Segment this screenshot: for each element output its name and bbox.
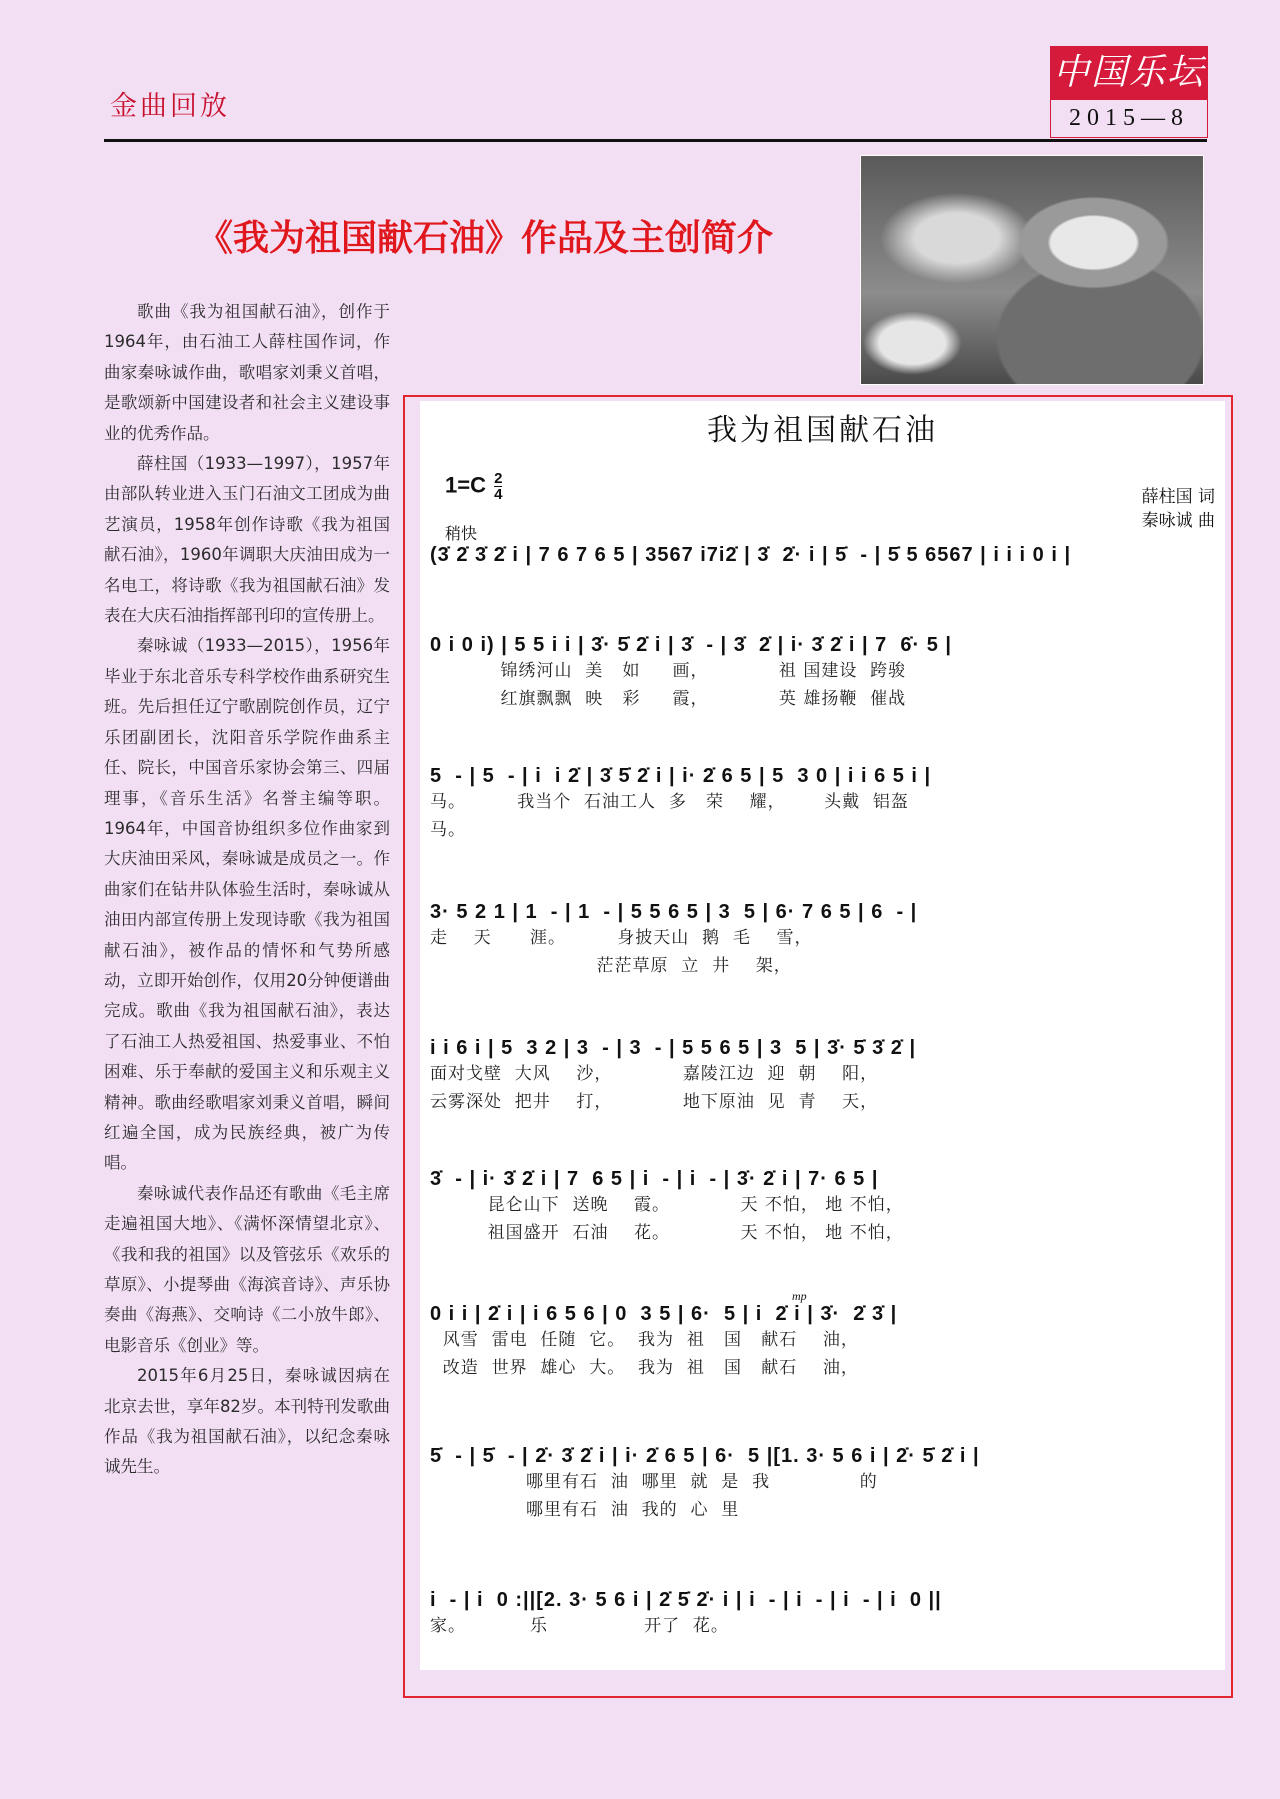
lyric-verse-2: 马。	[430, 820, 466, 840]
score-system	[430, 1445, 1215, 1524]
paragraph: 歌曲《我为祖国献石油》，创作于1964年，由石油工人薛柱国作词，作曲家秦咏诚作曲，歌唱家刘秉义首唱，是歌颂新中国建设者和社会主义建设事业的优秀作品。	[104, 302, 390, 443]
sheet-music	[420, 401, 1225, 1670]
score-system	[430, 901, 1215, 980]
paragraph: 秦咏诚（1933—2015），1956年毕业于东北音乐专科学校作曲系研究生班。先后担任辽宁歌剧院创作员，辽宁乐团副团长，沈阳音乐学院作曲系主任、院长，中国音乐家协会第三、四届理事，《音乐生活》名誉主编等职。1964年，中国音协组织多位作曲家到大庆油田采风，秦咏诚是成员之一。作曲家们在钻井队体验生活时，秦咏诚从油田内部宣传册上发现诗歌《我为祖国献石油》，被作品的情怀和气势所感动，立即开始创作，仅用20分钟便谱曲完成。歌曲《我为祖国献石油》，表达了石油工人热爱祖国、热爱事业、不怕困难、乐于奉献的爱国主义和乐观主义精神。歌曲经歌唱家刘秉义首唱，瞬间红遍全国，成为民族经典，被广为传唱。	[104, 636, 390, 1173]
paragraph: 秦咏诚代表作品还有歌曲《毛主席走遍祖国大地》、《满怀深情望北京》、《我和我的祖国》以及管弦乐《欢乐的草原》、小提琴曲《海滨音诗》、声乐协奏曲《海燕》、交响诗《二小放牛郎》、电影音乐《创业》等。	[104, 1183, 390, 1355]
score-system	[430, 1168, 1215, 1247]
lyric-verse-1: 哪里有石 油 哪里 就 是 我 的	[430, 1472, 878, 1492]
score-system	[430, 634, 1215, 713]
issue-number: 2015—8	[1051, 99, 1207, 137]
header-rule	[104, 139, 1207, 142]
composer: 秦咏诚 曲	[1141, 511, 1215, 531]
score-system	[430, 1303, 1215, 1382]
score-system	[430, 1589, 1215, 1640]
notation: 3· 5 2 1 | 1 - | 1 - | 5 5 6 5 | 3 5 | 6· 7 6 5 | 6 - |	[430, 901, 918, 923]
lyric-verse-2: 云雾深处 把井 打， 地下原油 见 青 天，	[430, 1092, 879, 1112]
lyric-verse-2: 哪里有石 油 我的 心 里	[430, 1500, 740, 1520]
lyric-verse-2: 改造 世界 雄心 大。 我为 祖 国 献石 油，	[430, 1358, 859, 1378]
notation: i - | i 0 :||[2. 3· 5 6 i | 2̇ 5̇ 2̇· i | i - | i - | i - | i 0 ||	[430, 1589, 942, 1611]
paragraph: 2015年6月25日，秦咏诚因病在北京去世，享年82岁。本刊特刊发歌曲作品《我为祖国献石油》，以纪念秦咏诚先生。	[104, 1366, 390, 1477]
lyric-verse-1: 锦绣河山 美 如 画， 祖 国建设 跨骏	[430, 661, 907, 681]
tempo-marking: 稍快	[445, 526, 478, 543]
lyric-verse-1: 面对戈壁 大风 沙， 嘉陵江边 迎 朝 阳，	[430, 1064, 879, 1084]
lyric-verse-1: 风雪 雷电 任随 它。 我为 祖 国 献石 油，	[430, 1330, 859, 1350]
article-title: 《我为祖国献石油》作品及主创简介	[196, 217, 773, 259]
composer-photo	[860, 155, 1204, 385]
lyric-verse-1: 马。 我当个 石油工人 多 荣 耀， 头戴 铝盔	[430, 792, 909, 812]
dynamic-mp: mp	[792, 1289, 807, 1303]
score-title: 我为祖国献石油	[707, 413, 938, 448]
notation: 5̇ - | 5̇ - | 2̇· 3̇ 2̇ i | i· 2̇ 6 5 | 6· 5 |[1. 3· 5 6 i | 2̇· 5̇ 2̇ i |	[430, 1445, 980, 1467]
magazine-name: 中国乐坛	[1051, 47, 1207, 99]
lyric-verse-2: 茫茫草原 立 井 架，	[430, 956, 792, 976]
notation: 0 i i | 2̇ i | i 6 5 6 | 0 3 5 | 6· 5 | i 2̇ i | 3̇· 2̇ 3̇ |	[430, 1303, 898, 1325]
time-signature: $\frac{2}{4}$	[494, 470, 503, 503]
lyric-verse-1: 走 天 涯。 身披天山 鹅 毛 雪，	[430, 928, 813, 948]
section-label: 金曲回放	[110, 91, 230, 122]
paragraph: 薛柱国（1933—1997），1957年由部队转业进入玉门石油文工团成为曲艺演员，1958年创作诗歌《我为祖国献石油》，1960年调职大庆油田成为一名电工，将诗歌《我为祖国献石油》发表在大庆石油指挥部刊印的宣传册上。	[104, 454, 390, 626]
notation: i i 6 i | 5 3 2 | 3 - | 3 - | 5 5 6 5 | 3 5 | 3̇· 5̇ 3̇ 2̇ |	[430, 1037, 917, 1059]
credits	[1142, 485, 1215, 533]
score-system	[430, 765, 1215, 844]
key-signature	[445, 471, 502, 502]
article-body	[104, 297, 390, 1483]
magazine-logo	[1050, 46, 1208, 138]
notation: 0 i 0 i) | 5 5 i i | 3̇· 5̇ 2̇ i | 3̇ - | 3̇ 2̇ | i· 3̇ 2̇ i | 7 6̇· 5 |	[430, 634, 953, 656]
lyricist: 薛柱国 词	[1141, 487, 1215, 507]
key: 1=C	[445, 472, 486, 498]
lyric-verse-1: 昆仑山下 送晚 霞。 天 不怕， 地 不怕，	[430, 1195, 904, 1215]
lyric-verse-2: 红旗飘飘 映 彩 霞， 英 雄扬鞭 催战	[430, 689, 907, 709]
notation: 3̇ - | i· 3̇ 2̇ i | 7 6 5 | i - | i - | 3̇· 2̇ i | 7· 6 5 |	[430, 1168, 879, 1190]
notation: 5 - | 5 - | i i 2̇ | 3̇ 5̇ 2̇ i | i· 2̇ 6 5 | 5 3 0 | i i 6 5 i |	[430, 765, 932, 787]
score-system	[430, 1037, 1215, 1116]
lyric-verse-2: 祖国盛开 石油 花。 天 不怕， 地 不怕，	[430, 1223, 904, 1243]
score-system	[430, 544, 1215, 567]
notation: (3̇ 2̇ 3̇ 2̇ i | 7 6 7 6 5 | 3567 i7i2̇ | 3̇ 2̇· i | 5̇ - | 5̇ 5 6567 | i i i 0 i |	[430, 544, 1072, 566]
lyric-verse-1: 家。 乐 开了 花。	[430, 1616, 729, 1636]
